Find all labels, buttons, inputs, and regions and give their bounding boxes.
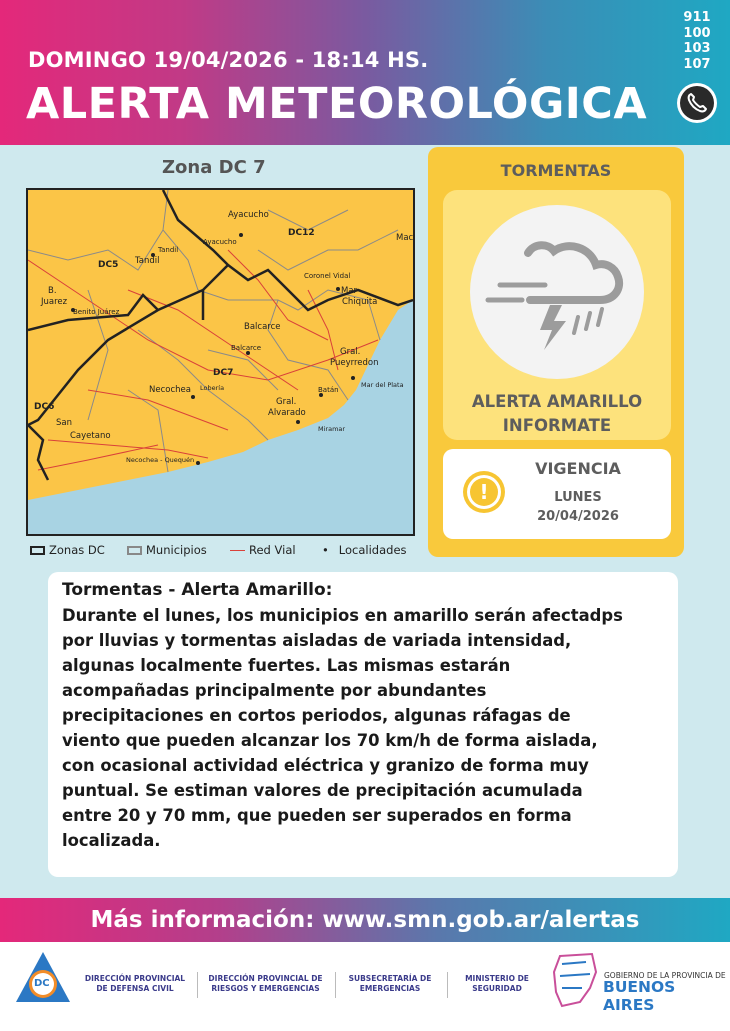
description-line: puntual. Se estiman valores de precipitación acumulada [62, 781, 583, 800]
vigencia-title: VIGENCIA [535, 459, 621, 478]
description-line: localizada. [62, 831, 161, 850]
map-place: Chiquita [342, 297, 378, 307]
description-line: por lluvias y tormentas aisladas de variada intensidad, [62, 631, 572, 650]
map-place: Mar del Plata [361, 381, 404, 389]
footer-divider [197, 972, 198, 998]
map-place: Mar [341, 286, 358, 296]
province-name: BUENOS AIRES [603, 978, 676, 1014]
org-emergencias: SUBSECRETARÍA DE EMERGENCIAS [348, 974, 432, 993]
description-line: entre 20 y 70 mm, que pueden ser superados en forma [62, 806, 572, 825]
map-place: Gral. [340, 347, 361, 357]
description-title: Tormentas - Alerta Amarillo: [62, 580, 333, 600]
warning-icon: ! [463, 471, 505, 513]
defensa-civil-logo [14, 950, 72, 1006]
vigencia-date [508, 488, 648, 526]
map-place: Alvarado [268, 408, 306, 418]
map-place: Benito Juárez [73, 308, 120, 316]
map-place: Balcarce [244, 322, 281, 332]
org-defensa-civil: DIRECCIÓN PROVINCIAL DE DEFENSA CIVIL [84, 974, 186, 993]
description-body [62, 603, 664, 853]
description-line: algunas localmente fuertes. Las mismas estarán [62, 656, 511, 675]
header-banner [0, 0, 730, 145]
province-map-logo [552, 952, 598, 1008]
map-place: Tandil [158, 246, 179, 254]
zone-map [26, 188, 415, 536]
map-legend [30, 543, 415, 559]
phenomenon-title: TORMENTAS [500, 161, 612, 180]
map-place: Gral. [276, 397, 297, 407]
map-place: Necochea [149, 385, 191, 395]
emergency-number[interactable]: 911 [683, 10, 711, 25]
page-title: ALERTA METEOROLÓGICA [26, 79, 648, 129]
storm-cloud-icon [470, 205, 644, 379]
map-place: Tandil [135, 256, 160, 266]
map-place: Batán [318, 386, 339, 394]
description-line: precipitaciones en cortos periodos, algunas ráfagas de [62, 706, 571, 725]
emergency-number[interactable]: 103 [683, 41, 711, 56]
phone-icon [677, 83, 717, 123]
more-info-link[interactable]: Más información: www.smn.gob.ar/alertas [0, 898, 730, 942]
alert-level-text [443, 390, 671, 438]
footer-divider [335, 972, 336, 998]
zone-title: Zona DC 7 [162, 157, 266, 178]
emergency-numbers [672, 10, 722, 72]
legend-red-vial: Red Vial [230, 543, 296, 557]
footer [0, 942, 730, 1031]
dc-logo-text: DC [34, 978, 50, 989]
vigencia-day: LUNES [554, 490, 602, 505]
map-place: Mac [396, 233, 414, 243]
description-line: acompañadas principalmente por abundantes [62, 681, 487, 700]
map-place: San [56, 418, 72, 428]
legend-municipios: Municipios [127, 543, 207, 557]
map-label-dc7: DC7 [213, 368, 234, 378]
description-card [48, 572, 678, 877]
description-line: viento que pueden alcanzar los 70 km/h de forma aislada, [62, 731, 598, 750]
map-place: B. [48, 286, 57, 296]
legend-zonas: Zonas DC [30, 543, 105, 557]
emergency-number[interactable]: 100 [683, 25, 711, 41]
legend-localidades: • Localidades [322, 543, 407, 557]
map-label-dc6: DC6 [34, 402, 55, 412]
map-place: Juarez [41, 297, 68, 307]
alert-level: ALERTA AMARILLO [471, 392, 643, 411]
map-place: Miramar [318, 425, 346, 433]
map-label-dc5: DC5 [98, 260, 119, 270]
emergency-number[interactable]: 107 [683, 56, 711, 72]
alert-action: INFORMATE [502, 416, 612, 435]
footer-divider [447, 972, 448, 998]
description-line: con ocasional actividad eléctrica y granizo de forma muy [62, 756, 589, 775]
map-place: Coronel Vidal [304, 272, 351, 280]
description-line: Durante el lunes, los municipios en amarillo serán afectadps [62, 606, 623, 625]
map-place: Ayacucho [228, 210, 269, 220]
map-place: Lobería [200, 384, 225, 392]
issue-date: DOMINGO 19/04/2026 - 18:14 HS. [28, 48, 429, 72]
vigencia-date-value: 20/04/2026 [537, 509, 619, 524]
map-place: Necochea - Quequén [126, 456, 195, 464]
org-riesgos: DIRECCIÓN PROVINCIAL DE RIESGOS Y EMERGENCIAS [208, 974, 323, 993]
map-place: Balcarce [231, 344, 262, 352]
gov-label: GOBIERNO DE LA PROVINCIA DE [604, 971, 726, 980]
org-seguridad: MINISTERIO DE SEGURIDAD [465, 974, 529, 993]
map-place: Pueyrredon [330, 358, 379, 368]
map-label-dc12: DC12 [288, 228, 315, 238]
map-place: Cayetano [70, 431, 111, 441]
map-place: Ayacucho [203, 238, 237, 246]
